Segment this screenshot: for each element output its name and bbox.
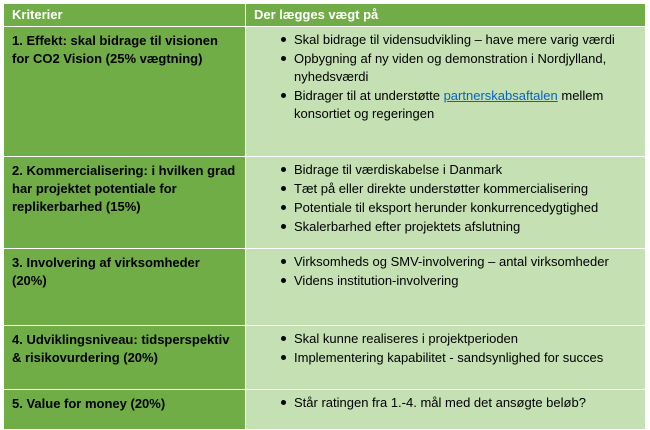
bullet-list	[254, 161, 637, 236]
table-row	[4, 390, 646, 430]
bullet-icon	[281, 224, 286, 229]
bullet-icon	[281, 355, 286, 360]
criterion-cell: 2. Kommercialisering: i hvilken grad har projektet potentiale for replikerbarhed (15%)	[4, 157, 246, 249]
bullet-text: Skal kunne realiseres i projektperioden	[294, 331, 519, 346]
criterion-cell: 1. Effekt: skal bidrage til visionen for CO2 Vision (25% vægtning)	[4, 27, 246, 157]
table-header-row	[4, 4, 646, 27]
bullet-icon	[281, 205, 286, 210]
emphasis-cell	[246, 249, 646, 326]
partnerskabsaftalen-link[interactable]: partnerskabsaftalen	[443, 88, 558, 103]
table-row	[4, 27, 646, 157]
criterion-cell: 5. Value for money (20%)	[4, 390, 246, 430]
criterion-cell: 4. Udviklingsniveau: tidsperspektiv & risikovurdering (20%)	[4, 326, 246, 390]
emphasis-cell	[246, 157, 646, 249]
bullet-list	[254, 253, 637, 290]
header-criteria: Kriterier	[4, 4, 246, 27]
bullet-text: Skal bidrage til vidensudvikling – have mere varig værdi	[294, 32, 615, 47]
emphasis-cell	[246, 27, 646, 157]
bullet-list	[254, 394, 637, 412]
bullet-text: Implementering kapabilitet - sandsynlighed for succes	[294, 350, 604, 365]
bullet-text: Potentiale til eksport herunder konkurrencedygtighed	[294, 200, 599, 215]
bullet-list	[254, 330, 637, 367]
bullet-item	[254, 253, 637, 271]
bullet-icon	[281, 167, 286, 172]
bullet-icon	[281, 336, 286, 341]
bullet-item	[254, 394, 637, 412]
emphasis-cell	[246, 390, 646, 430]
bullet-icon	[281, 93, 286, 98]
bullet-text-before-link: Bidrager til at understøtte	[294, 88, 444, 103]
bullet-list	[254, 31, 637, 123]
bullet-item	[254, 180, 637, 198]
header-emphasis: Der lægges vægt på	[246, 4, 646, 27]
bullet-item	[254, 31, 637, 49]
criterion-cell: 3. Involvering af virksomheder (20%)	[4, 249, 246, 326]
bullet-item	[254, 161, 637, 179]
bullet-item	[254, 272, 637, 290]
bullet-text: Videns institution-involvering	[294, 273, 459, 288]
bullet-item	[254, 349, 637, 367]
bullet-item	[254, 199, 637, 217]
bullet-item	[254, 330, 637, 348]
bullet-item	[254, 50, 637, 86]
criteria-table	[3, 3, 646, 430]
table-row	[4, 249, 646, 326]
bullet-item	[254, 87, 637, 123]
bullet-icon	[281, 56, 286, 61]
bullet-icon	[281, 259, 286, 264]
bullet-icon	[281, 186, 286, 191]
bullet-text: Bidrage til værdiskabelse i Danmark	[294, 162, 503, 177]
bullet-icon	[281, 37, 286, 42]
emphasis-cell	[246, 326, 646, 390]
bullet-text: Skalerbarhed efter projektets afslutning	[294, 219, 521, 234]
bullet-text: Opbygning af ny viden og demonstration i Nordjylland, nyhedsværdi	[294, 51, 607, 84]
bullet-icon	[281, 400, 286, 405]
table-row	[4, 157, 646, 249]
bullet-text: Virksomheds og SMV-involvering – antal virksomheder	[294, 254, 609, 269]
table-row	[4, 326, 646, 390]
bullet-text: Tæt på eller direkte understøtter kommercialisering	[294, 181, 589, 196]
bullet-text: Står ratingen fra 1.-4. mål med det ansøgte beløb?	[294, 395, 586, 410]
bullet-text-after-link: mellem konsortiet og regeringen	[294, 88, 604, 121]
bullet-item	[254, 218, 637, 236]
bullet-icon	[281, 278, 286, 283]
